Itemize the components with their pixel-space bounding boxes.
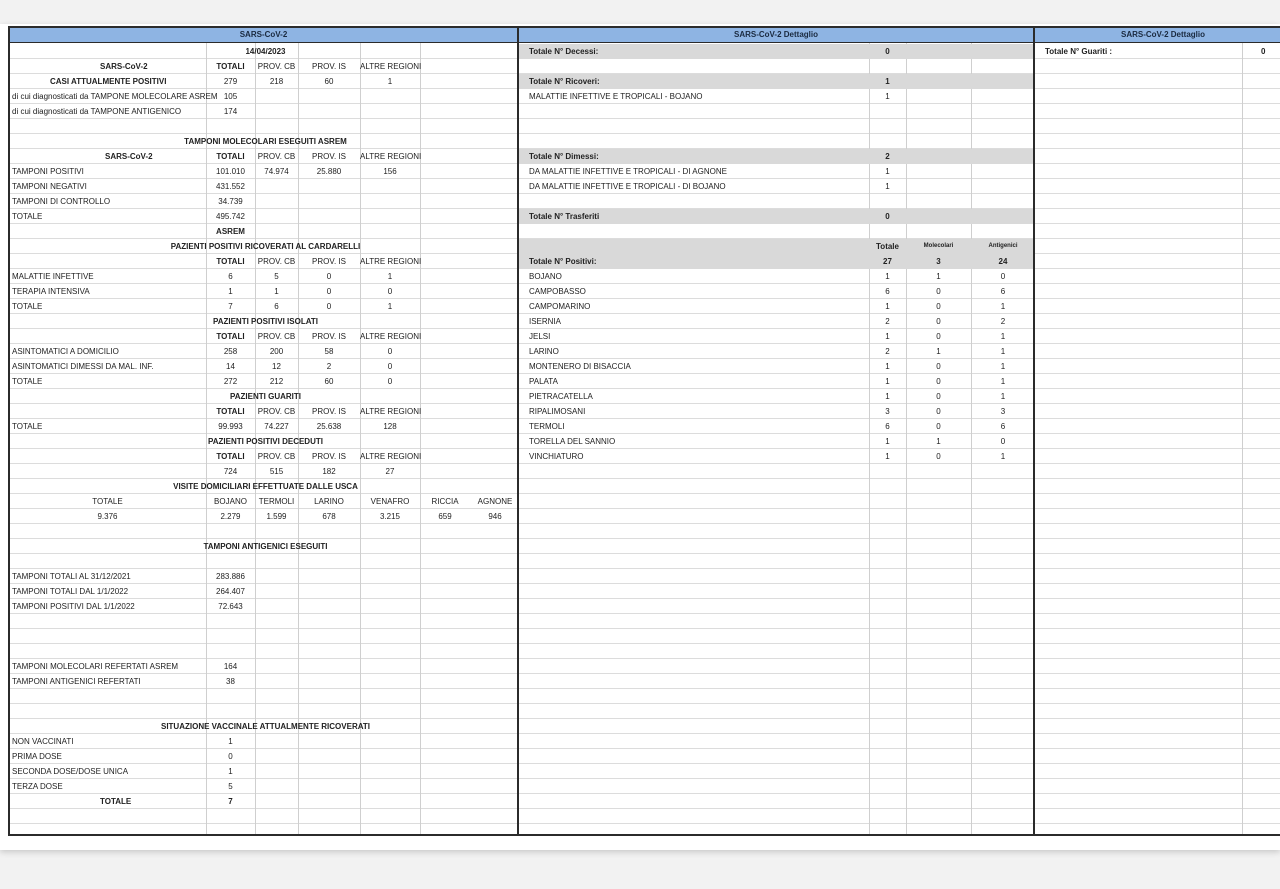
comune-value-0: 6 xyxy=(885,422,890,431)
ricoverati-row-value-0: 1 xyxy=(228,287,233,296)
ricoveri-detail-label: MALATTIE INFETTIVE E TROPICALI - BOJANO xyxy=(529,92,703,101)
positivi-total-value-2: 24 xyxy=(998,257,1008,266)
ricoverati-header xyxy=(10,254,517,269)
comune-value-2: 1 xyxy=(1000,452,1006,461)
ricoverati-row xyxy=(10,299,517,314)
deceduti-row xyxy=(10,464,517,479)
isolati-row-label: ASINTOMATICI DIMESSI DA MAL. INF. xyxy=(12,362,154,371)
col-head-3: PROV. IS xyxy=(312,62,346,71)
guariti-row-value-0: 99.993 xyxy=(218,422,243,431)
tamponi-col-2: PROV. CB xyxy=(257,152,296,161)
guariti-row-value-1: 74.227 xyxy=(264,422,289,431)
vaccinale-row-label: SECONDA DOSE/DOSE UNICA xyxy=(12,767,129,776)
tamponi-row xyxy=(10,179,517,194)
comune-name: RIPALIMOSANI xyxy=(529,407,586,416)
comune-row xyxy=(519,299,1033,314)
guariti-row xyxy=(10,419,517,434)
usca-col-5: RICCIA xyxy=(431,497,459,506)
comune-value-2: 1 xyxy=(1000,377,1006,386)
ricoverati-section xyxy=(10,239,517,254)
isolati-col-3: ALTRE REGIONI xyxy=(360,332,422,341)
isolati-row-value-2: 2 xyxy=(326,362,332,371)
asrem-label: ASREM xyxy=(216,227,245,236)
right-panel-title: SARS-CoV-2 Dettaglio xyxy=(1035,28,1280,43)
dimessi-detail-label: DA MALATTIE INFETTIVE E TROPICALI - DI AGNONE xyxy=(529,167,727,176)
antigenici-row xyxy=(10,584,517,599)
positivi-row xyxy=(10,74,517,89)
usca-col-6: AGNONE xyxy=(477,497,513,506)
comune-row xyxy=(519,419,1033,434)
ricoverati-col-0: TOTALI xyxy=(216,257,245,266)
middle-panel-title: SARS-CoV-2 Dettaglio xyxy=(519,28,1033,43)
dimessi-detail-value: 1 xyxy=(885,182,890,191)
comune-value-1: 0 xyxy=(936,362,941,371)
ricoverati-row-value-3: 1 xyxy=(387,302,393,311)
comune-row xyxy=(519,449,1033,464)
tamponi-row xyxy=(10,209,517,224)
ricoverati-section-title: PAZIENTI POSITIVI RICOVERATI AL CARDARELLI xyxy=(170,242,361,251)
comune-value-2: 6 xyxy=(1000,422,1006,431)
antigenici-row-value: 264.407 xyxy=(216,587,245,596)
header-row xyxy=(10,59,517,74)
comune-value-1: 0 xyxy=(936,317,941,326)
comune-value-0: 1 xyxy=(885,452,890,461)
comune-value-2: 0 xyxy=(1000,437,1006,446)
comune-value-1: 0 xyxy=(936,392,941,401)
trasferiti-row xyxy=(519,209,1033,224)
refertati-row-label: TAMPONI MOLECOLARI REFERTATI ASREM xyxy=(12,662,179,671)
comune-value-0: 6 xyxy=(885,287,890,296)
positivi-header-row xyxy=(519,239,1033,254)
ricoveri-label: Totale N° Ricoveri: xyxy=(529,77,600,86)
deceduti-section xyxy=(10,434,517,449)
tamponi-row-label: TAMPONI POSITIVI xyxy=(12,167,84,176)
ricoverati-row xyxy=(10,284,517,299)
vaccinale-row xyxy=(10,734,517,749)
ricoveri-row xyxy=(519,74,1033,89)
comune-value-1: 0 xyxy=(936,407,941,416)
vaccinale-row-label: NON VACCINATI xyxy=(12,737,74,746)
isolati-row xyxy=(10,359,517,374)
usca-section-title: VISITE DOMICILIARI EFFETTUATE DALLE USCA xyxy=(173,482,358,491)
ricoverati-col-1: PROV. CB xyxy=(257,257,296,266)
usca-value-4: 3.215 xyxy=(379,512,401,521)
comune-value-1: 0 xyxy=(936,377,941,386)
comune-row xyxy=(519,389,1033,404)
trasferiti-value: 0 xyxy=(885,212,890,221)
comune-value-0: 1 xyxy=(885,332,890,341)
comune-value-1: 0 xyxy=(936,332,941,341)
guariti-section-title: PAZIENTI GUARITI xyxy=(230,392,301,401)
comune-value-1: 0 xyxy=(936,422,941,431)
tamponi-header xyxy=(10,149,517,164)
positivi-value-3: 1 xyxy=(387,77,393,86)
refertati-row-label: TAMPONI ANTIGENICI REFERTATI xyxy=(12,677,141,686)
comune-value-2: 1 xyxy=(1000,362,1006,371)
refertati-row-value: 38 xyxy=(226,677,235,686)
positivi-value-1: 218 xyxy=(269,77,284,86)
pos-col-0: Totale xyxy=(876,242,899,251)
tamponi-row-value-0: 34.739 xyxy=(218,197,243,206)
isolati-header xyxy=(10,329,517,344)
isolati-row-value-1: 12 xyxy=(272,362,281,371)
dimessi-label: Totale N° Dimessi: xyxy=(529,152,599,161)
trasferiti-label: Totale N° Trasferiti xyxy=(529,212,600,221)
deceduti-section-title: PAZIENTI POSITIVI DECEDUTI xyxy=(208,437,323,446)
comune-row xyxy=(519,434,1033,449)
comune-value-2: 1 xyxy=(1000,392,1006,401)
vaccinale-section-title: SITUAZIONE VACCINALE ATTUALMENTE RICOVERATI xyxy=(160,722,371,731)
comune-name: PALATA xyxy=(529,377,558,386)
vaccinale-total-value: 7 xyxy=(228,797,233,806)
deceduti-col-1: PROV. CB xyxy=(257,452,296,461)
vaccinale-section xyxy=(10,719,517,734)
tamponi-row-value-2: 25.880 xyxy=(316,167,342,176)
vaccinale-row xyxy=(10,764,517,779)
comune-name: TERMOLI xyxy=(529,422,565,431)
refertati-row-value: 164 xyxy=(223,662,238,671)
left-panel-title: SARS-CoV-2 xyxy=(10,28,517,43)
antigenici-row xyxy=(10,569,517,584)
usca-col-1: BOJANO xyxy=(214,497,247,506)
isolati-row-label: ASINTOMATICI A DOMICILIO xyxy=(12,347,119,356)
positivi-total-label: Totale N° Positivi: xyxy=(529,257,597,266)
ricoverati-row-value-3: 1 xyxy=(387,272,393,281)
guariti-col-3: ALTRE REGIONI xyxy=(360,407,422,416)
tamponi-section-title: TAMPONI MOLECOLARI ESEGUITI ASREM xyxy=(184,137,347,146)
dimessi-row xyxy=(519,149,1033,164)
tamponi-section xyxy=(10,134,517,149)
report-date: 14/04/2023 xyxy=(245,47,286,56)
comune-value-1: 1 xyxy=(936,437,941,446)
col-head-2: PROV. CB xyxy=(257,62,296,71)
ricoverati-row-value-2: 0 xyxy=(326,302,332,311)
positivi-value-2: 60 xyxy=(324,77,334,86)
antigenici-row-label: TAMPONI POSITIVI DAL 1/1/2022 xyxy=(12,602,135,611)
ricoverati-row-label: TERAPIA INTENSIVA xyxy=(12,287,90,296)
dimessi-detail-label: DA MALATTIE INFETTIVE E TROPICALI - DI BOJANO xyxy=(529,182,726,191)
antigenici-row-value: 72.643 xyxy=(218,602,243,611)
comune-value-2: 3 xyxy=(1000,407,1006,416)
comune-row xyxy=(519,314,1033,329)
isolati-row-value-3: 0 xyxy=(387,347,393,356)
comune-row xyxy=(519,329,1033,344)
ricoverati-row-value-2: 0 xyxy=(326,287,332,296)
vaccinale-row-value: 0 xyxy=(228,752,233,761)
ricoveri-detail-row xyxy=(519,89,1033,104)
dimessi-value: 2 xyxy=(885,152,890,161)
guariti-col-2: PROV. IS xyxy=(312,407,346,416)
comune-name: CAMPOMARINO xyxy=(529,302,591,311)
ricoverati-row-value-3: 0 xyxy=(387,287,393,296)
comune-name: VINCHIATURO xyxy=(529,452,584,461)
vaccinale-row-value: 5 xyxy=(228,782,233,791)
tamponi-row-value-0: 495.742 xyxy=(216,212,245,221)
ricoverati-row-value-0: 6 xyxy=(228,272,233,281)
vaccinale-row-label: PRIMA DOSE xyxy=(12,752,62,761)
guariti-col-1: PROV. CB xyxy=(257,407,296,416)
positivi-total-row xyxy=(519,254,1033,269)
comune-value-2: 6 xyxy=(1000,287,1006,296)
ricoveri-value: 1 xyxy=(885,77,890,86)
isolati-row-value-0: 258 xyxy=(223,347,238,356)
pos-col-2: Antigenici xyxy=(988,243,1018,249)
tamponi-row-label: TAMPONI DI CONTROLLO xyxy=(12,197,111,206)
isolati-col-0: TOTALI xyxy=(216,332,245,341)
tamponi-row-value-1: 74.974 xyxy=(264,167,289,176)
ricoverati-row-value-1: 1 xyxy=(274,287,279,296)
isolati-row-value-1: 200 xyxy=(269,347,284,356)
decessi-label: Totale N° Decessi: xyxy=(529,47,599,56)
comune-name: ISERNIA xyxy=(529,317,562,326)
ant-row xyxy=(10,104,517,119)
usca-value-0: 9.376 xyxy=(97,512,118,521)
comune-name: BOJANO xyxy=(529,272,562,281)
isolati-row-value-2: 60 xyxy=(324,377,334,386)
middle-panel xyxy=(517,26,1035,836)
deceduti-value-1: 515 xyxy=(269,467,284,476)
comune-name: MONTENERO DI BISACCIA xyxy=(529,362,631,371)
tamponi-row xyxy=(10,194,517,209)
antigenici-row xyxy=(10,599,517,614)
isolati-row-value-0: 272 xyxy=(223,377,238,386)
usca-value-1: 2.279 xyxy=(220,512,241,521)
comune-name: LARINO xyxy=(529,347,559,356)
positivi-total-value-0: 27 xyxy=(883,257,892,266)
comune-row xyxy=(519,344,1033,359)
isolati-row-value-1: 212 xyxy=(269,377,284,386)
ricoverati-row-label: MALATTIE INFETTIVE xyxy=(12,272,94,281)
usca-values xyxy=(10,509,517,524)
usca-col-4: VENAFRO xyxy=(370,497,410,506)
isolati-row-label: TOTALE xyxy=(12,377,43,386)
comune-value-1: 1 xyxy=(936,347,941,356)
isolati-section xyxy=(10,314,517,329)
ricoverati-row-label: TOTALE xyxy=(12,302,43,311)
spreadsheet-page xyxy=(0,24,1280,850)
comune-name: PIETRACATELLA xyxy=(529,392,593,401)
tamponi-col-sars: SARS-CoV-2 xyxy=(105,152,153,161)
ricoverati-row-value-1: 6 xyxy=(274,302,279,311)
dimessi-detail-row xyxy=(519,179,1033,194)
comune-value-0: 1 xyxy=(885,437,890,446)
comune-value-1: 0 xyxy=(936,302,941,311)
comune-value-0: 1 xyxy=(885,392,890,401)
col-head-1: TOTALI xyxy=(216,62,245,71)
vaccinale-row xyxy=(10,779,517,794)
comune-value-0: 1 xyxy=(885,377,890,386)
comune-row xyxy=(519,404,1033,419)
tamponi-col-3: PROV. IS xyxy=(312,152,346,161)
comune-name: TORELLA DEL SANNIO xyxy=(529,437,616,446)
guariti-row-label: TOTALE xyxy=(12,422,43,431)
antigenici-row-label: TAMPONI TOTALI AL 31/12/2021 xyxy=(12,572,131,581)
vaccinale-row xyxy=(10,749,517,764)
ricoverati-col-3: ALTRE REGIONI xyxy=(360,257,422,266)
deceduti-col-0: TOTALI xyxy=(216,452,245,461)
vaccinale-total-label: TOTALE xyxy=(100,797,132,806)
guariti-total-value: 0 xyxy=(1261,47,1266,56)
usca-value-5: 659 xyxy=(438,512,452,521)
isolati-row-value-0: 14 xyxy=(226,362,235,371)
tamponi-row-value-0: 431.552 xyxy=(216,182,245,191)
isolati-row-value-2: 58 xyxy=(324,347,334,356)
vaccinale-total-row xyxy=(10,794,517,809)
positivi-value-0: 279 xyxy=(223,77,238,86)
pos-col-1: Molecolari xyxy=(923,243,954,249)
ricoverati-col-2: PROV. IS xyxy=(312,257,346,266)
vaccinale-row-label: TERZA DOSE xyxy=(12,782,63,791)
comune-value-0: 1 xyxy=(885,272,890,281)
tamponi-row-label: TAMPONI NEGATIVI xyxy=(12,182,87,191)
ricoveri-detail-value: 1 xyxy=(885,92,890,101)
date-row xyxy=(10,44,517,59)
comune-value-2: 2 xyxy=(1000,317,1006,326)
comune-value-2: 0 xyxy=(1000,272,1006,281)
deceduti-col-2: PROV. IS xyxy=(312,452,346,461)
dimessi-detail-row xyxy=(519,164,1033,179)
vaccinale-row-value: 1 xyxy=(228,767,233,776)
isolati-col-2: PROV. IS xyxy=(312,332,346,341)
tamponi-row-value-3: 156 xyxy=(383,167,397,176)
usca-value-3: 678 xyxy=(322,512,336,521)
ant-label: di cui diagnosticati da TAMPONE ANTIGENICO xyxy=(12,107,182,116)
usca-value-2: 1.599 xyxy=(266,512,287,521)
isolati-row-value-3: 0 xyxy=(387,362,393,371)
comune-value-1: 1 xyxy=(936,272,941,281)
isolati-row-value-3: 0 xyxy=(387,377,393,386)
usca-col-2: TERMOLI xyxy=(258,497,295,506)
guariti-col-0: TOTALI xyxy=(216,407,245,416)
usca-section xyxy=(10,479,517,494)
vaccinale-row-value: 1 xyxy=(228,737,233,746)
positivi-title: CASI ATTUALMENTE POSITIVI xyxy=(50,77,167,86)
guariti-section xyxy=(10,389,517,404)
comune-value-0: 2 xyxy=(885,347,890,356)
antigenici-row-label: TAMPONI TOTALI DAL 1/1/2022 xyxy=(12,587,129,596)
positivi-total-value-1: 3 xyxy=(936,257,941,266)
comune-row xyxy=(519,374,1033,389)
mol-label: di cui diagnosticati da TAMPONE MOLECOLARE ASREM xyxy=(12,92,218,101)
comune-value-2: 1 xyxy=(1000,332,1006,341)
decessi-row xyxy=(519,44,1033,59)
antigenici-section xyxy=(10,539,517,554)
comune-value-2: 1 xyxy=(1000,347,1006,356)
asrem-row xyxy=(10,224,517,239)
mol-value: 105 xyxy=(223,92,238,101)
ant-value: 174 xyxy=(223,107,238,116)
ricoverati-row xyxy=(10,269,517,284)
refertati-row xyxy=(10,659,517,674)
col-sars: SARS-CoV-2 xyxy=(100,62,148,71)
deceduti-value-3: 27 xyxy=(385,467,395,476)
usca-col-3: LARINO xyxy=(314,497,344,506)
antigenici-section-title: TAMPONI ANTIGENICI ESEGUITI xyxy=(203,542,328,551)
comune-row xyxy=(519,269,1033,284)
tamponi-row-value-0: 101.010 xyxy=(216,167,245,176)
tamponi-row-label: TOTALE xyxy=(12,212,43,221)
dimessi-detail-value: 1 xyxy=(885,167,890,176)
tamponi-row xyxy=(10,164,517,179)
usca-header xyxy=(10,494,517,509)
comune-value-0: 3 xyxy=(885,407,890,416)
isolati-row xyxy=(10,374,517,389)
deceduti-col-3: ALTRE REGIONI xyxy=(360,452,422,461)
isolati-section-title: PAZIENTI POSITIVI ISOLATI xyxy=(212,317,319,326)
isolati-col-1: PROV. CB xyxy=(257,332,296,341)
col-head-4: ALTRE REGIONI xyxy=(360,62,422,71)
guariti-total-row xyxy=(1035,44,1280,59)
left-panel xyxy=(8,26,519,836)
comune-value-1: 0 xyxy=(936,287,941,296)
comune-row xyxy=(519,359,1033,374)
guariti-total-label: Totale N° Guariti : xyxy=(1045,47,1113,56)
comune-name: JELSI xyxy=(529,332,551,341)
guariti-row-value-3: 128 xyxy=(383,422,397,431)
comune-row xyxy=(519,284,1033,299)
deceduti-value-2: 182 xyxy=(322,467,336,476)
decessi-value: 0 xyxy=(885,47,890,56)
comune-value-2: 1 xyxy=(1000,302,1006,311)
comune-name: CAMPOBASSO xyxy=(529,287,586,296)
guariti-header xyxy=(10,404,517,419)
comune-value-0: 2 xyxy=(885,317,890,326)
deceduti-header xyxy=(10,449,517,464)
deceduti-value-0: 724 xyxy=(223,467,238,476)
isolati-row xyxy=(10,344,517,359)
ricoverati-row-value-2: 0 xyxy=(326,272,332,281)
refertati-row xyxy=(10,674,517,689)
comune-value-0: 1 xyxy=(885,302,890,311)
antigenici-row-value: 283.886 xyxy=(216,572,245,581)
usca-col-0: TOTALE xyxy=(92,497,123,506)
tamponi-col-4: ALTRE REGIONI xyxy=(360,152,422,161)
ricoverati-row-value-0: 7 xyxy=(228,302,233,311)
ricoverati-row-value-1: 5 xyxy=(274,272,279,281)
usca-value-6: 946 xyxy=(488,512,502,521)
mol-row xyxy=(10,89,517,104)
comune-value-1: 0 xyxy=(936,452,941,461)
guariti-row-value-2: 25.638 xyxy=(316,422,342,431)
comune-value-0: 1 xyxy=(885,362,890,371)
right-panel xyxy=(1033,26,1280,836)
tamponi-col-1: TOTALI xyxy=(216,152,245,161)
